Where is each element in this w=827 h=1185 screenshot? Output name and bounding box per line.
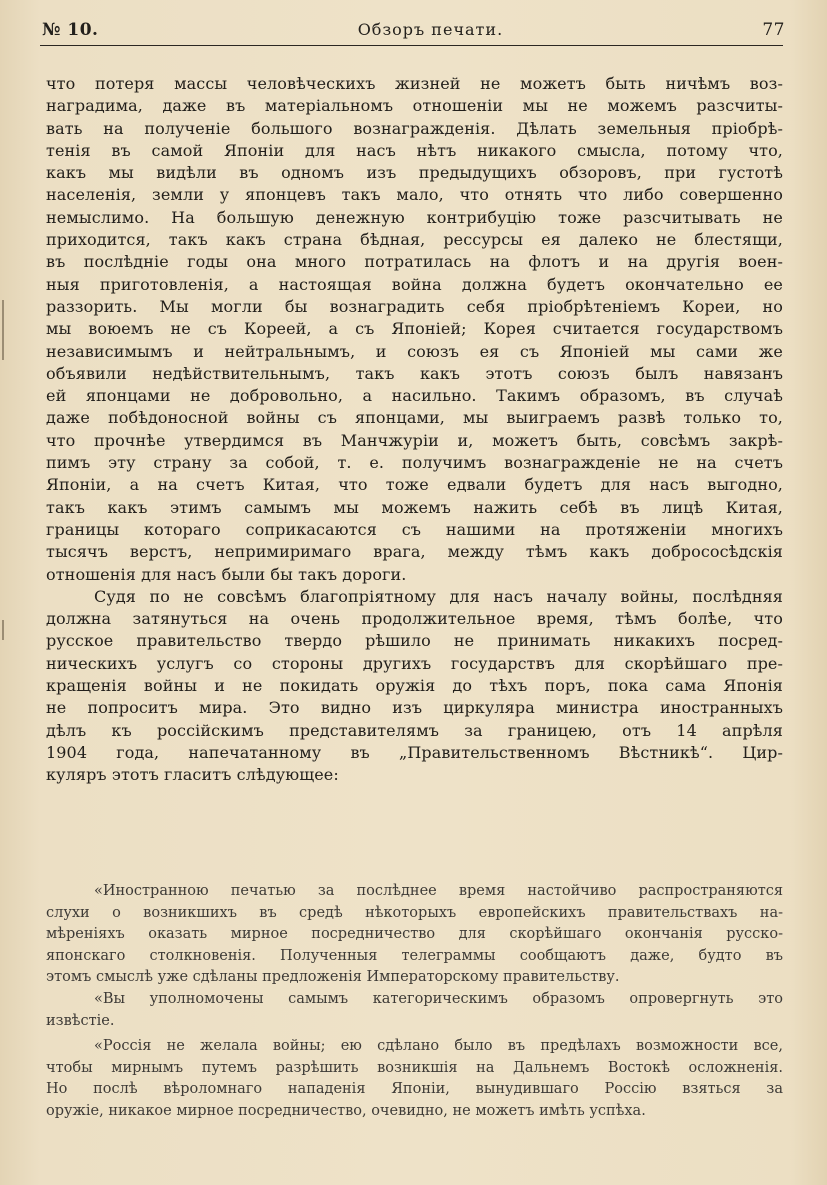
body-line: немыслимо. На большую денежную контрибуцію тоже разсчитывать не xyxy=(46,207,783,227)
body-line: вать на полученіе большого вознагражденія. Дѣлать земельныя пріобрѣ- xyxy=(46,118,783,138)
quote-line: Но послѣ вѣроломнаго нападенія Японіи, вынудившаго Россію взяться за xyxy=(46,1081,783,1098)
body-line: кращенія войны и не покидать оружія до тѣхъ поръ, пока сама Японія xyxy=(46,676,783,696)
quote-line: «Иностранною печатью за послѣднее время настойчиво распространяются xyxy=(94,883,783,899)
page-header xyxy=(42,20,785,44)
quoted-circular xyxy=(46,881,783,1123)
body-line: куляръ этотъ гласитъ слѣдующее: xyxy=(46,765,339,785)
body-line: тысячъ верстъ, непримиримаго врага, между тѣмъ какъ добрососѣдскія xyxy=(46,542,783,562)
body-line: такъ какъ этимъ самымъ мы можемъ нажить себѣ въ лицѣ Китая, xyxy=(46,497,783,517)
body-line: пимъ эту страну за собой, т. е. получимъ вознагражденіе не на счетъ xyxy=(46,453,783,473)
quote-line: этомъ смыслѣ уже сдѣланы предложенія Императорскому правительству. xyxy=(46,969,620,986)
body-line: отношенія для насъ были бы такъ дороги. xyxy=(46,564,407,584)
running-title: Обзоръ печати. xyxy=(357,20,504,39)
body-line: приходится, такъ какъ страна бѣдная, рессурсы ея далеко не блестящи, xyxy=(46,230,783,250)
body-line: дѣлъ къ россійскимъ представителямъ за границею, отъ 14 апрѣля xyxy=(46,720,783,740)
quote-line: мѣреніяхъ оказать мирное посредничество для скорѣйшаго окончанія русско- xyxy=(46,926,783,943)
body-line: что прочнѣе утвердимся въ Манчжуріи и, можетъ быть, совсѣмъ закрѣ- xyxy=(46,430,783,450)
body-line: 1904 года, напечатанному въ „Правительственномъ Вѣстникѣ“. Цир- xyxy=(46,742,783,762)
body-line: объявили недѣйствительнымъ, такъ какъ этотъ союзъ былъ навязанъ xyxy=(46,363,783,383)
header-rule xyxy=(40,45,783,46)
body-line: русское правительство твердо рѣшило не принимать никакихъ посред- xyxy=(46,631,783,651)
body-line: даже побѣдоносной войны съ японцами, мы выиграемъ развѣ только то, xyxy=(46,408,783,428)
body-line: ническихъ услугъ со стороны другихъ государствъ для скорѣйшаго пре- xyxy=(46,653,783,673)
body-line: не попроситъ мира. Это видно изъ циркуляра министра иностранныхъ xyxy=(46,698,783,718)
body-line: въ послѣдніе годы она много потратилась на флотъ и на другія воен- xyxy=(46,252,783,272)
body-line: Японіи, а на счетъ Китая, что тоже едвали будетъ для насъ выгодно, xyxy=(46,475,783,495)
body-line: населенія, земли у японцевъ такъ мало, что отнять что либо совершенно xyxy=(46,185,783,205)
body-line: раззорить. Мы могли бы вознаградить себя пріобрѣтеніемъ Кореи, но xyxy=(46,296,783,316)
quote-line: оружіе, никакое мирное посредничество, очевидно, не можетъ имѣть успѣха. xyxy=(46,1102,646,1119)
quote-line: извѣстіе. xyxy=(46,1012,115,1029)
quote-line: «Вы уполномочены самымъ категорическимъ образомъ опровергнуть это xyxy=(94,990,783,1007)
body-line: ныя приготовленія, а настоящая война должна будетъ окончательно ее xyxy=(46,274,783,294)
body-line: мы воюемъ не съ Кореей, а съ Японіей; Корея считается государствомъ xyxy=(46,319,783,339)
body-line: независимымъ и нейтральнымъ, и союзъ ея съ Японіей мы сами же xyxy=(46,341,783,361)
paragraph-start-line: Судя по не совсѣмъ благопріятному для насъ началу войны, послѣдняя xyxy=(94,586,783,606)
body-line: должна затянуться на очень продолжительное время, тѣмъ болѣе, что xyxy=(46,609,783,629)
issue-number: № 10. xyxy=(42,20,99,40)
body-line: границы котораго соприкасаются съ нашими на протяженіи многихъ xyxy=(46,519,783,539)
body-line: ей японцами не добровольно, а насильно. Такимъ образомъ, въ случаѣ xyxy=(46,386,783,406)
page-edge-mark xyxy=(2,620,4,640)
body-text xyxy=(46,73,783,787)
body-line: какъ мы видѣли въ одномъ изъ предыдущихъ обзоровъ, при густотѣ xyxy=(46,163,783,183)
quote-line: слухи о возникшихъ въ средѣ нѣкоторыхъ европейскихъ правительствахъ на- xyxy=(46,904,783,921)
body-line: что потеря массы человѣческихъ жизней не можетъ быть ничѣмъ воз- xyxy=(46,74,783,93)
page-number: 77 xyxy=(762,20,785,40)
quote-line: «Россія не желала войны; ею сдѣлано было въ предѣлахъ возможности все, xyxy=(94,1038,783,1055)
page-edge-mark xyxy=(2,300,4,360)
body-line: тенія въ самой Японіи для насъ нѣтъ никакого смысла, потому что, xyxy=(46,140,783,160)
quote-line: чтобы мирнымъ путемъ разрѣшить возникшія на Дальнемъ Востокѣ осложненія. xyxy=(46,1059,783,1076)
quote-line: японскаго столкновенія. Полученныя телеграммы сообщаютъ даже, будто въ xyxy=(46,947,783,964)
body-line: наградима, даже въ матеріальномъ отношеніи мы не можемъ разсчиты- xyxy=(46,96,783,116)
